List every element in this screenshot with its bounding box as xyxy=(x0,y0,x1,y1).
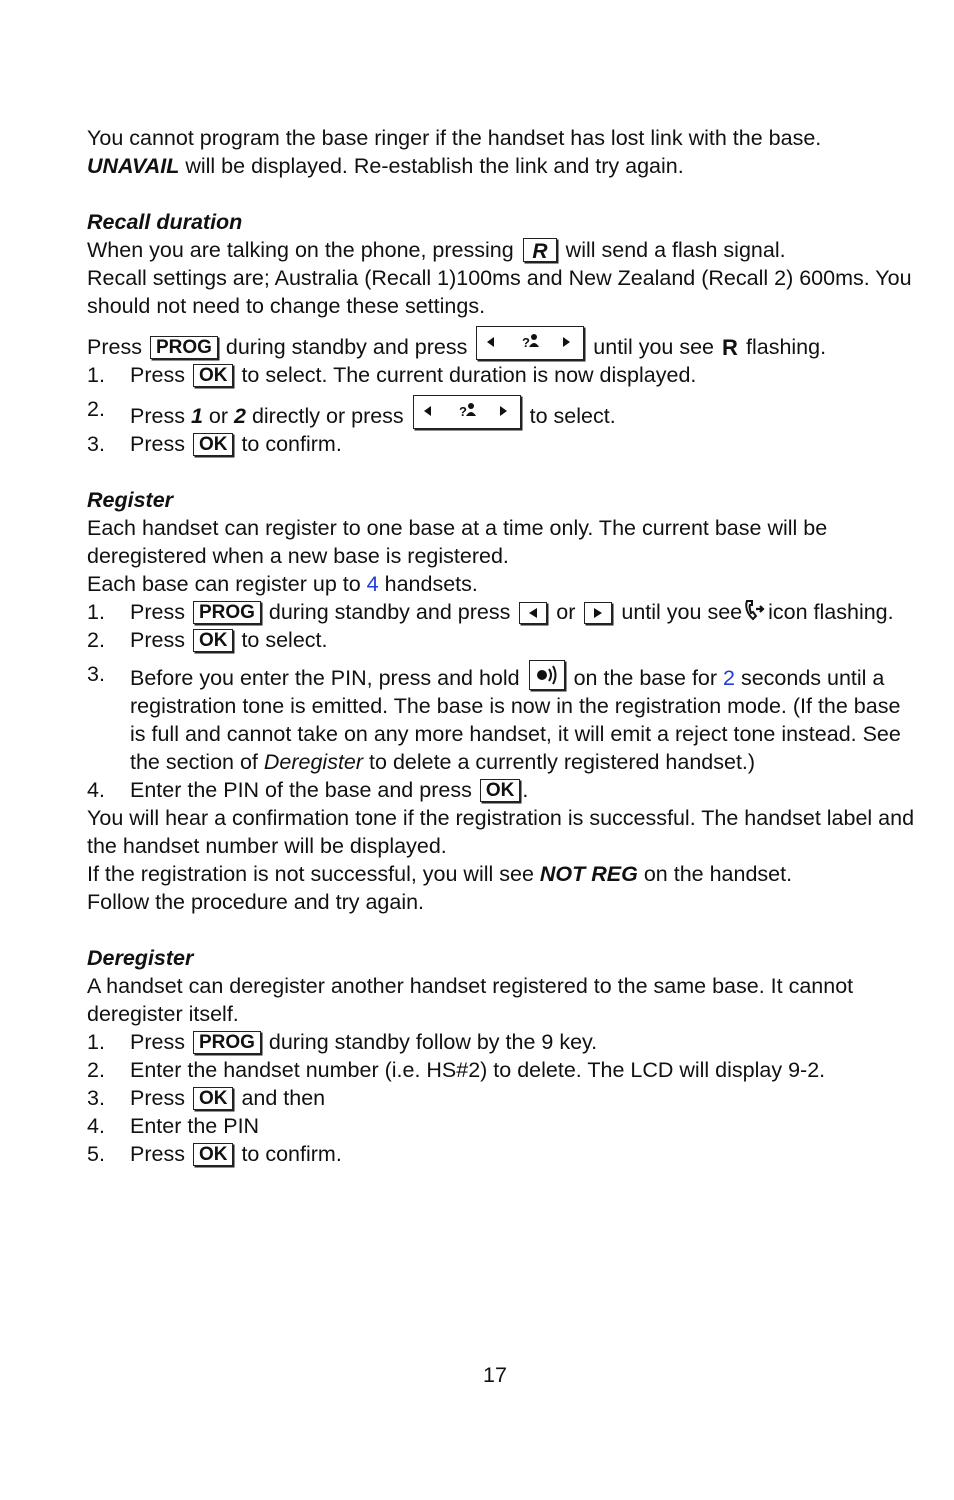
register-paragraph-2: Each base can register up to 4 handsets. xyxy=(87,572,478,596)
list-item: 4. Enter the PIN xyxy=(87,1114,260,1138)
ok-key: OK xyxy=(193,629,234,652)
recall-r-icon xyxy=(721,337,739,357)
register-heading: Register xyxy=(87,488,174,512)
deregister-paragraph-1: A handset can deregister another handset registered to the same base. It cannot deregister itself. xyxy=(87,974,854,1026)
page-number: 17 xyxy=(483,1363,507,1387)
ok-key: OK xyxy=(480,779,521,802)
list-item: 2. Press OK to select. xyxy=(87,628,328,652)
ok-key: OK xyxy=(193,1087,234,1110)
list-item: 3. Before you enter the PIN, press and hold on the base for 2 seconds until a registration tone is emitted. The base is now in the registration mode. (If the base is full and cannot take on any more handset, it will emit a reject tone instead. See the section of Deregister to delete a currently registered handset.) xyxy=(87,662,901,774)
list-item: 2. Enter the handset number (i.e. HS#2) to delete. The LCD will display 9-2. xyxy=(87,1058,826,1082)
recall-steps xyxy=(87,361,917,458)
recall-key-icon xyxy=(523,238,557,262)
register-paragraph-1: Each handset can register to one base at a time only. The current base will be deregistered when a new base is registered. xyxy=(87,516,828,568)
recall-heading: Recall duration xyxy=(87,210,243,234)
recall-press-line: Press PROG during standby and press ? until you see R flashing. xyxy=(87,326,917,361)
register-after-1: You will hear a confirmation tone if the registration is successful. The handset label and the handset number will be displayed. xyxy=(87,806,915,858)
list-item: 4. Enter the PIN of the base and press OK . xyxy=(87,778,529,802)
svg-text:R: R xyxy=(722,337,738,357)
page-button-icon xyxy=(529,660,565,690)
svg-text:?: ? xyxy=(458,404,467,419)
list-item: 2. Press 1 or 2 directly or press ? to select. xyxy=(87,397,616,428)
deregister-steps xyxy=(87,1028,917,1168)
right-arrow-key-icon xyxy=(584,602,612,624)
ok-key: OK xyxy=(193,364,234,387)
list-item: 3. Press OK to confirm. xyxy=(87,432,342,456)
ok-key: OK xyxy=(193,433,234,456)
recall-paragraph-2: Recall settings are; Australia (Recall 1)100ms and New Zealand (Recall 2) 600ms. You should not need to change these settings. xyxy=(87,266,912,318)
nav-key-icon xyxy=(476,326,584,360)
manual-page xyxy=(87,124,917,1168)
prog-key: PROG xyxy=(193,1031,261,1054)
list-item: 5. Press OK to confirm. xyxy=(87,1142,342,1166)
prog-key: PROG xyxy=(150,336,218,359)
register-steps xyxy=(87,598,917,804)
svg-text:?: ? xyxy=(522,335,531,350)
intro-line-2: UNAVAIL will be displayed. Re-establish the link and try again. xyxy=(87,154,684,178)
unavail-text: UNAVAIL xyxy=(87,154,180,178)
ok-key: OK xyxy=(193,1143,234,1166)
deregister-heading: Deregister xyxy=(87,946,194,970)
list-item: 1. Press PROG during standby and press or until you see icon flashing. xyxy=(87,600,894,624)
svg-text:R: R xyxy=(532,240,548,261)
handset-register-icon xyxy=(743,598,767,622)
list-item: 1. Press OK to select. The current duration is now displayed. xyxy=(87,363,697,387)
register-after-3: Follow the procedure and try again. xyxy=(87,890,425,914)
nav-key-icon xyxy=(413,395,521,429)
recall-paragraph-1: When you are talking on the phone, pressing R will send a flash signal. xyxy=(87,238,786,262)
register-after-2: If the registration is not successful, you will see NOT REG on the handset. xyxy=(87,862,793,886)
list-item: 3. Press OK and then xyxy=(87,1086,326,1110)
intro-line-1: You cannot program the base ringer if the handset has lost link with the base. xyxy=(87,126,822,150)
left-arrow-key-icon xyxy=(519,602,547,624)
prog-key: PROG xyxy=(193,601,261,624)
list-item: 1. Press PROG during standby follow by the 9 key. xyxy=(87,1030,598,1054)
